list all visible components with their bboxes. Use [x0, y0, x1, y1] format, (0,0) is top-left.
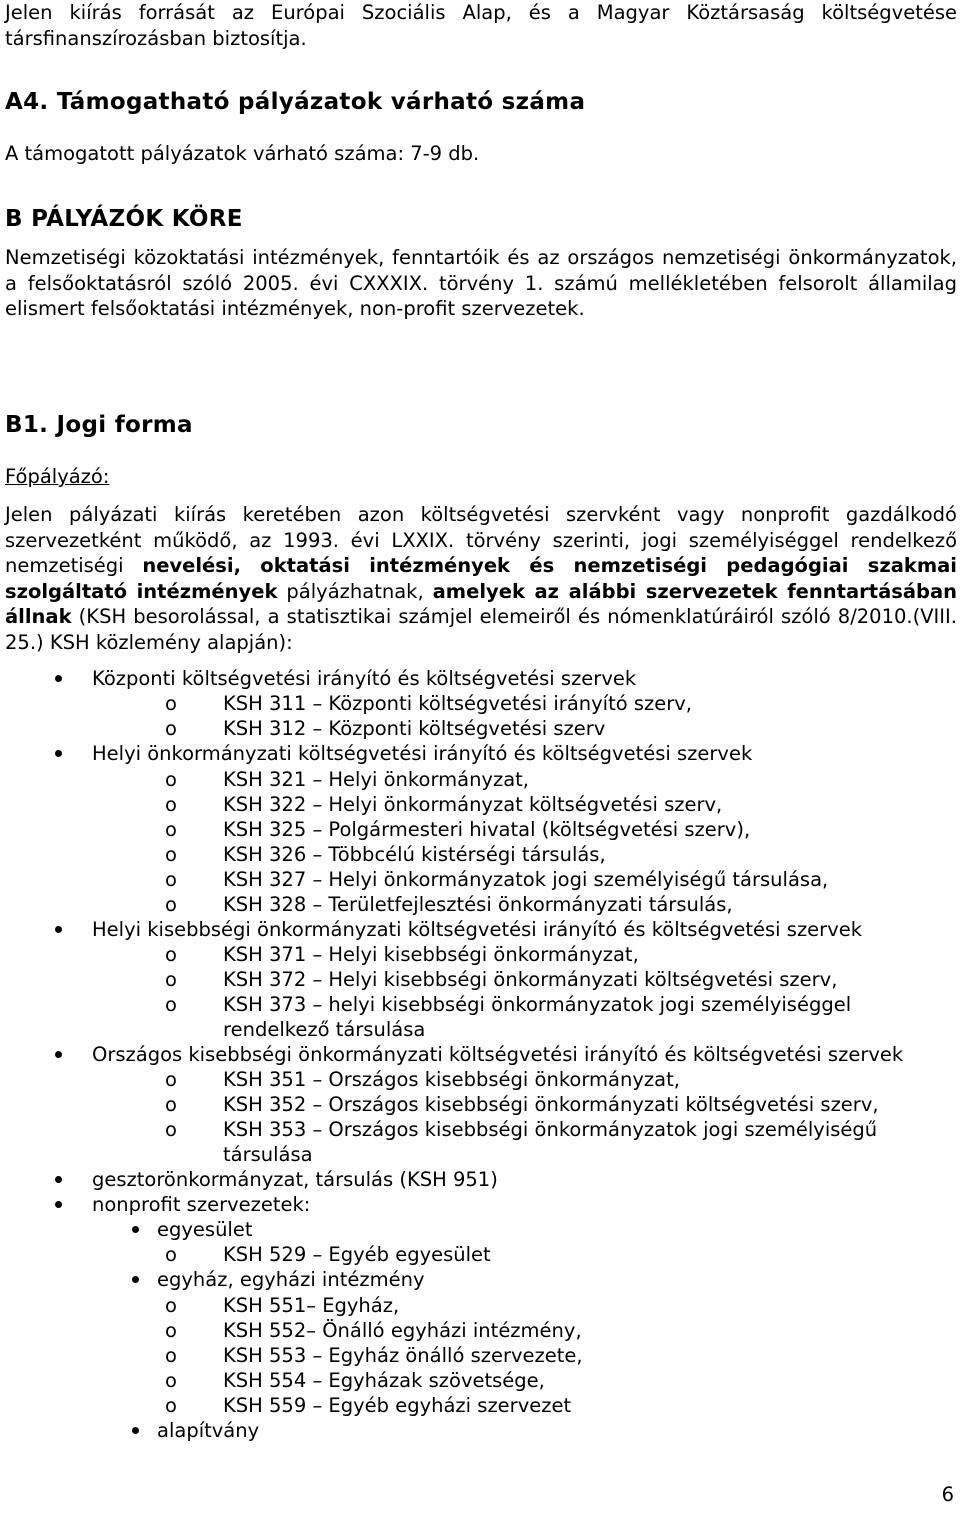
list-subitem-continued: társulása — [223, 1143, 313, 1166]
sub-bullet: o — [165, 1294, 177, 1317]
list-subitem: KSH 353 – Országos kisebbségi önkormányzatok jogi személyiségű — [223, 1118, 878, 1141]
bullet-dot — [55, 1176, 62, 1183]
sub-bullet: o — [165, 1369, 177, 1392]
section-a4-text: A támogatott pályázatok várható száma: 7-9 db. — [5, 142, 480, 165]
bullet-dot — [55, 926, 62, 933]
b1-text-3: (KSH besorolással, a statisztikai számjel elemeiről és nómenklatúráiról szóló 8/2010.(VIII. 25.) KSH közlemény alapján): — [5, 605, 957, 654]
bullet-dot — [55, 675, 62, 682]
page-number: 6 — [941, 1483, 954, 1506]
section-b1-subheading: Főpályázó: — [5, 465, 110, 488]
list-item-level2: egyesület — [157, 1218, 253, 1241]
list-item-level2: egyház, egyházi intézmény — [157, 1268, 425, 1291]
list-subitem: KSH 352 – Országos kisebbségi önkormányzati költségvetési szerv, — [223, 1093, 879, 1116]
sub-bullet: o — [165, 993, 177, 1016]
list-subitem: KSH 326 – Többcélú kistérségi társulás, — [223, 843, 606, 866]
list-subitem: KSH 328 – Területfejlesztési önkormányzati társulás, — [223, 893, 733, 916]
list-item: Helyi kisebbségi önkormányzati költségvetési irányító és költségvetési szervek — [92, 918, 863, 941]
list-subitem: KSH 312 – Központi költségvetési szerv — [223, 717, 606, 740]
section-a4-heading: A4. Támogatható pályázatok várható száma — [5, 89, 586, 115]
bullet-dot — [132, 1226, 139, 1233]
bullet-dot — [55, 1051, 62, 1058]
list-subitem: KSH 327 – Helyi önkormányzatok jogi személyiségű társulása, — [223, 868, 829, 891]
sub-bullet: o — [165, 768, 177, 791]
list-item: Országos kisebbségi önkormányzati költségvetési irányító és költségvetési szervek — [92, 1043, 904, 1066]
intro-paragraph: Jelen kiírás forrását az Európai Szociális Alap, és a Magyar Köztársaság költségvetése társfinanszírozásban biztosítja. — [5, 1, 957, 50]
section-b1-heading: B1. Jogi forma — [5, 412, 193, 438]
list-subitem: KSH 554 – Egyházak szövetsége, — [223, 1369, 545, 1392]
list-subitem: KSH 351 – Országos kisebbségi önkormányzat, — [223, 1068, 680, 1091]
list-subitem: KSH 371 – Helyi kisebbségi önkormányzat, — [223, 943, 639, 966]
list-item: gesztorönkormányzat, társulás (KSH 951) — [92, 1168, 498, 1191]
section-b1-paragraph — [5, 502, 957, 656]
list-subitem: KSH 322 – Helyi önkormányzat költségvetési szerv, — [223, 793, 723, 816]
sub-bullet: o — [165, 717, 177, 740]
list-item: Helyi önkormányzati költségvetési irányító és költségvetési szervek — [92, 742, 753, 765]
list-subitem-continued: rendelkező társulása — [223, 1018, 426, 1041]
list-subitem: KSH 553 – Egyház önálló szervezete, — [223, 1344, 583, 1367]
bullet-dot — [55, 1201, 62, 1208]
sub-bullet: o — [165, 818, 177, 841]
list-subitem: KSH 373 – helyi kisebbségi önkormányzatok jogi személyiséggel — [223, 993, 852, 1016]
sub-bullet: o — [165, 1243, 177, 1266]
bullet-dot — [132, 1276, 139, 1283]
sub-bullet: o — [165, 793, 177, 816]
section-b-heading: B PÁLYÁZÓK KÖRE — [5, 206, 243, 232]
list-subitem: KSH 372 – Helyi kisebbségi önkormányzati költségvetési szerv, — [223, 968, 838, 991]
b1-text-1: Jelen pályázati kiírás keretében azon költségvetési szervként vagy nonprofit gazdálkodó szervezetként működő, az 1993. évi LXXIX. törvény szerinti, jogi személyiséggel rendelkező nemzetiségi — [5, 503, 957, 578]
list-item: nonprofit szervezetek: — [92, 1193, 311, 1216]
sub-bullet: o — [165, 1118, 177, 1141]
section-b-text: Nemzetiségi közoktatási intézmények, fenntartóik és az országos nemzetiségi önkormányzatok, a felsőoktatásról szóló 2005. évi CXXXIX. törvény 1. számú mellékletében felsorolt államilag elismert felsőoktatási intézmények, non-profit szervezetek. — [5, 246, 957, 321]
bullet-dot — [132, 1427, 139, 1434]
list-subitem: KSH 551– Egyház, — [223, 1294, 400, 1317]
b1-text-bold-2: amelyek az alábbi szervezetek fenntartásában állnak — [5, 579, 958, 629]
sub-bullet: o — [165, 1093, 177, 1116]
list-subitem: KSH 325 – Polgármesteri hivatal (költségvetési szerv), — [223, 818, 751, 841]
list-subitem: KSH 529 – Egyéb egyesület — [223, 1243, 491, 1266]
b1-text-2: pályázhatnak, — [277, 579, 433, 603]
sub-bullet: o — [165, 1344, 177, 1367]
sub-bullet: o — [165, 692, 177, 715]
bullet-dot — [55, 750, 62, 757]
list-item-level2: alapítvány — [157, 1419, 260, 1442]
list-subitem: KSH 552– Önálló egyházi intézmény, — [223, 1319, 582, 1342]
list-subitem: KSH 321 – Helyi önkormányzat, — [223, 768, 529, 791]
list-subitem: KSH 311 – Központi költségvetési irányító szerv, — [223, 692, 693, 715]
list-item: Központi költségvetési irányító és költségvetési szervek — [92, 667, 637, 690]
sub-bullet: o — [165, 1319, 177, 1342]
sub-bullet: o — [165, 893, 177, 916]
sub-bullet: o — [165, 1068, 177, 1091]
sub-bullet: o — [165, 1394, 177, 1417]
sub-bullet: o — [165, 943, 177, 966]
b1-text-bold-1: nevelési, oktatási intézmények és nemzetiségi pedagógiai szakmai szolgáltató intézmények — [5, 554, 957, 603]
sub-bullet: o — [165, 968, 177, 991]
list-subitem: KSH 559 – Egyéb egyházi szervezet — [223, 1394, 572, 1417]
sub-bullet: o — [165, 843, 177, 866]
sub-bullet: o — [165, 868, 177, 891]
